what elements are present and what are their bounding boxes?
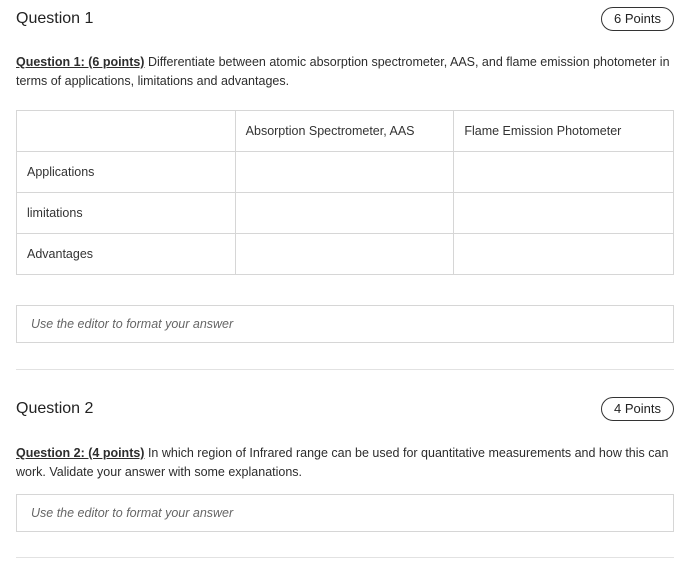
- cell-limitations-aas[interactable]: [235, 193, 454, 234]
- table-header-aas: Absorption Spectrometer, AAS: [235, 111, 454, 152]
- question-1-header: [16, 7, 674, 31]
- table-header-row: [17, 111, 674, 152]
- question-1-answer-editor[interactable]: [16, 305, 674, 343]
- row-label-advantages: Advantages: [17, 234, 236, 275]
- table-row: [17, 234, 674, 275]
- table-header-empty: [17, 111, 236, 152]
- question-2-lead: Question 2: (4 points): [16, 446, 145, 460]
- table-header-fep: Flame Emission Photometer: [454, 111, 674, 152]
- cell-applications-aas[interactable]: [235, 152, 454, 193]
- question-1-editor-placeholder: Use the editor to format your answer: [31, 317, 234, 331]
- cell-advantages-fep[interactable]: [454, 234, 674, 275]
- row-label-applications: Applications: [17, 152, 236, 193]
- question-2-points-badge: 4 Points: [601, 397, 674, 421]
- section-divider: [16, 369, 674, 370]
- cell-limitations-fep[interactable]: [454, 193, 674, 234]
- cell-advantages-aas[interactable]: [235, 234, 454, 275]
- question-1-prompt: [16, 53, 676, 91]
- question-1-lead: Question 1: (6 points): [16, 55, 145, 69]
- question-1-points-badge: 6 Points: [601, 7, 674, 31]
- table-row: [17, 152, 674, 193]
- section-divider: [16, 557, 674, 558]
- question-2-header: [16, 397, 674, 421]
- question-2-prompt: [16, 444, 676, 482]
- row-label-limitations: limitations: [17, 193, 236, 234]
- question-2-body: In which region of Infrared range can be used for quantitative measurements and how this can work. Validate your answer with some explanations.: [16, 446, 669, 479]
- comparison-table: [16, 110, 674, 275]
- question-2-answer-editor[interactable]: [16, 494, 674, 532]
- cell-applications-fep[interactable]: [454, 152, 674, 193]
- question-2-title: Question 2: [16, 400, 94, 417]
- question-1-title: Question 1: [16, 10, 94, 27]
- question-1-body: Differentiate between atomic absorption spectrometer, AAS, and flame emission photometer in terms of applications, limitations and advantages.: [16, 55, 670, 88]
- question-2-editor-placeholder: Use the editor to format your answer: [31, 506, 234, 520]
- table-row: [17, 193, 674, 234]
